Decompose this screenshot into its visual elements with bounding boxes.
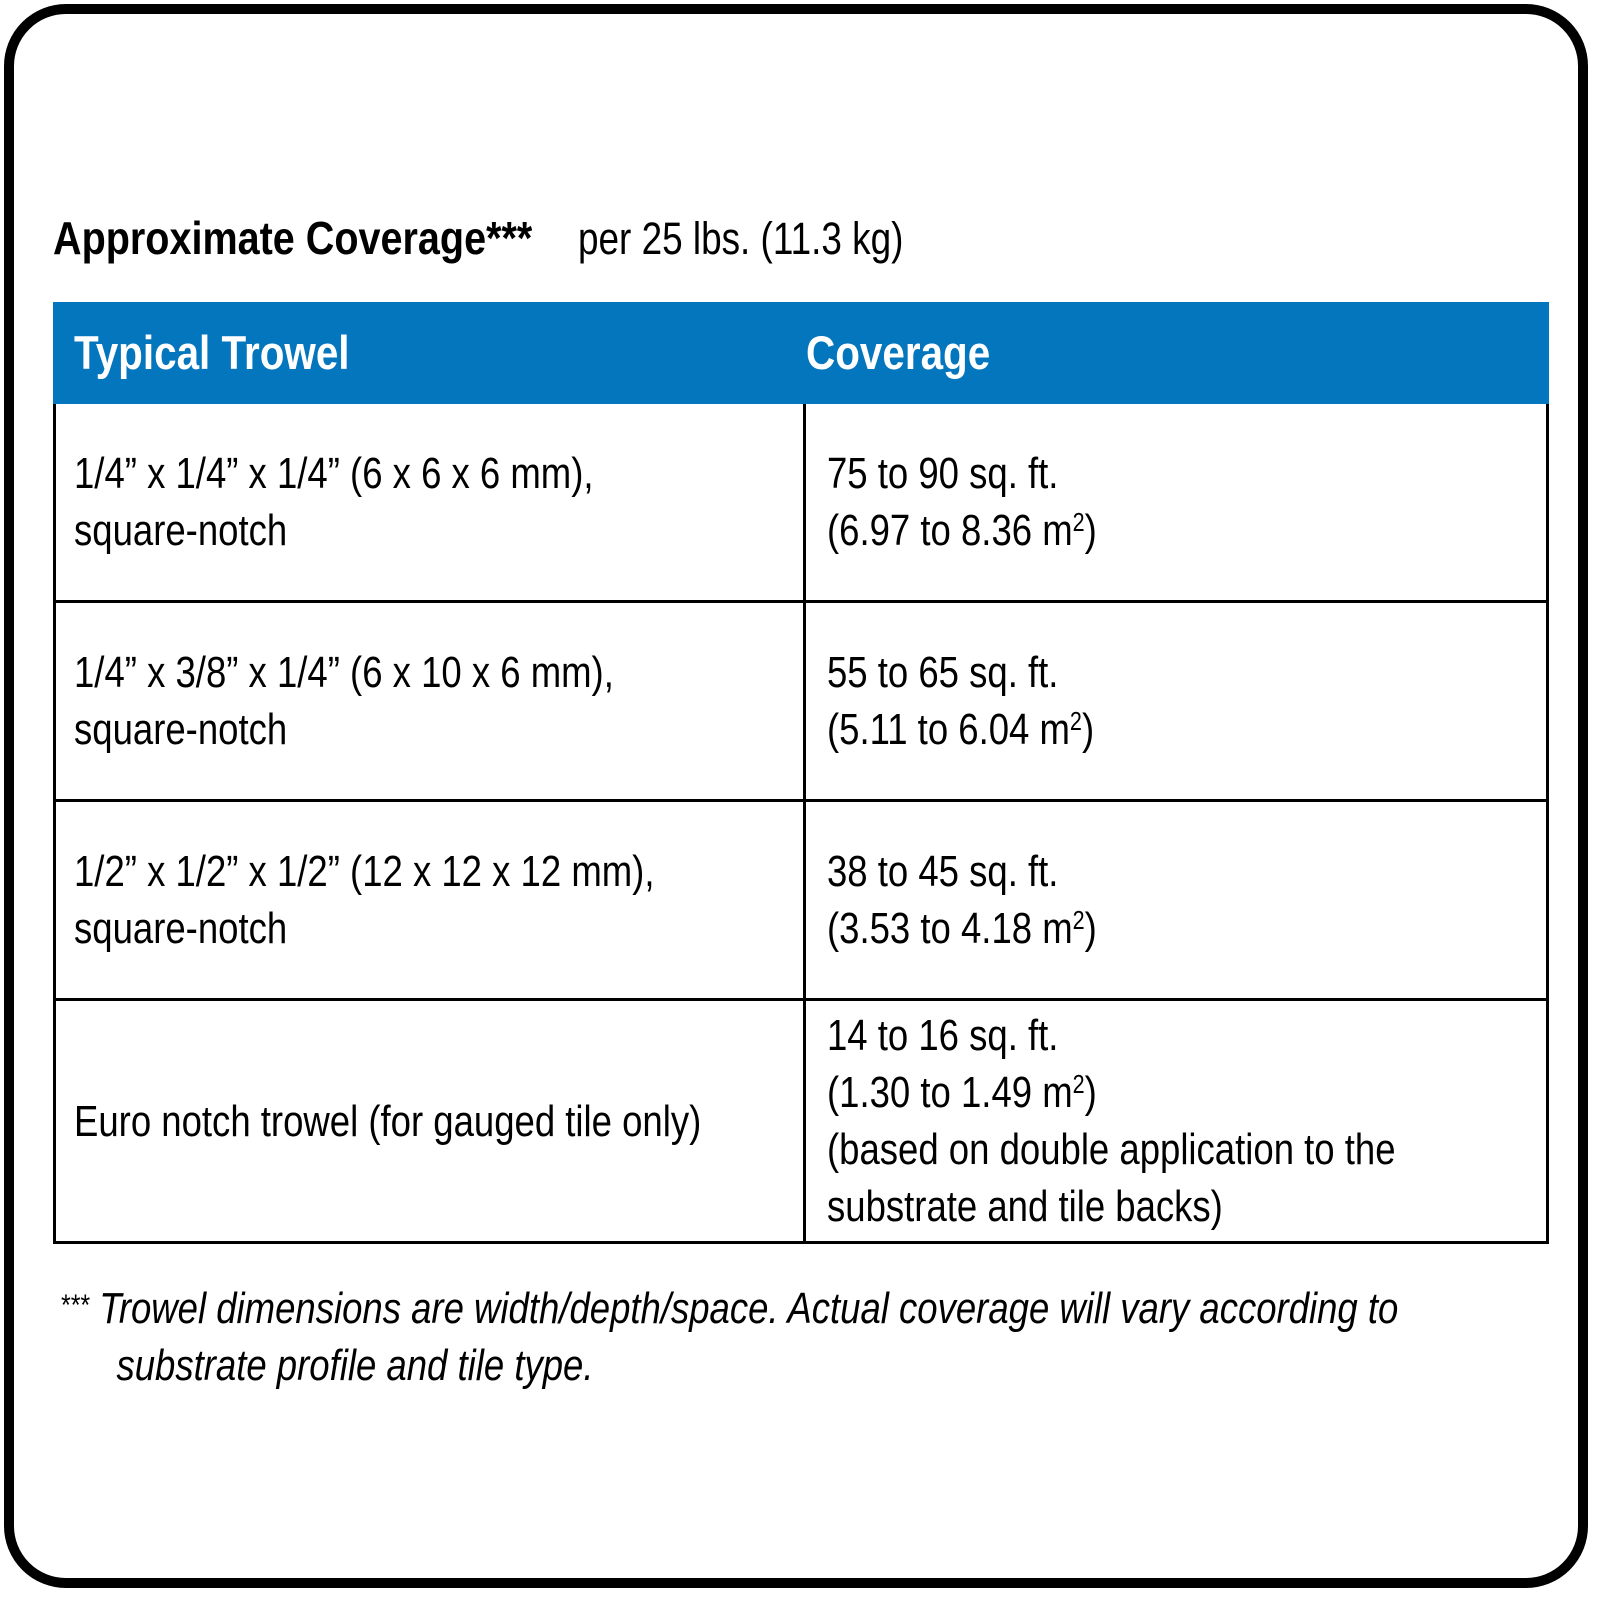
coverage-cell: 14 to 16 sq. ft. (1.30 to 1.49 $m^2$) (based on double application to the substrate and tile backs) (827, 1011, 1396, 1231)
table-row (56, 998, 1546, 1241)
header-coverage: Coverage (806, 326, 991, 379)
coverage-heading (53, 208, 975, 268)
heading-title: Approximate Coverage*** (53, 212, 533, 264)
footnote-line-2: substrate profile and tile type. (116, 1341, 594, 1390)
coverage-cell: 75 to 90 sq. ft. (6.97 to 8.36 $m^2$) (827, 449, 1097, 555)
table-row (56, 404, 1546, 600)
trowel-cell: Euro notch trowel (for gauged tile only) (56, 1001, 806, 1241)
table-header (53, 302, 1549, 404)
coverage-cell: 38 to 45 sq. ft. (3.53 to 4.18 $m^2$) (827, 847, 1097, 953)
footnote-stars: *** (60, 1289, 90, 1322)
table-body (53, 404, 1549, 1244)
coverage-table (53, 302, 1549, 1244)
footnote-line-1: Trowel dimensions are width/depth/space. Actual coverage will vary according to (99, 1284, 1399, 1333)
footnote (60, 1277, 1540, 1394)
table-row (56, 799, 1546, 998)
trowel-cell: 1/4” x 1/4” x 1/4” (6 x 6 x 6 mm), square-notch (56, 404, 806, 600)
coverage-cell: 55 to 65 sq. ft. (5.11 to 6.04 $m^2$) (827, 648, 1095, 754)
trowel-cell: 1/2” x 1/2” x 1/2” (12 x 12 x 12 mm), square-notch (56, 802, 806, 998)
table-row (56, 600, 1546, 799)
heading-subtitle: per 25 lbs. (11.3 kg) (578, 213, 904, 264)
header-typical-trowel: Typical Trowel (74, 326, 350, 379)
trowel-cell: 1/4” x 3/8” x 1/4” (6 x 10 x 6 mm), square-notch (56, 603, 806, 799)
